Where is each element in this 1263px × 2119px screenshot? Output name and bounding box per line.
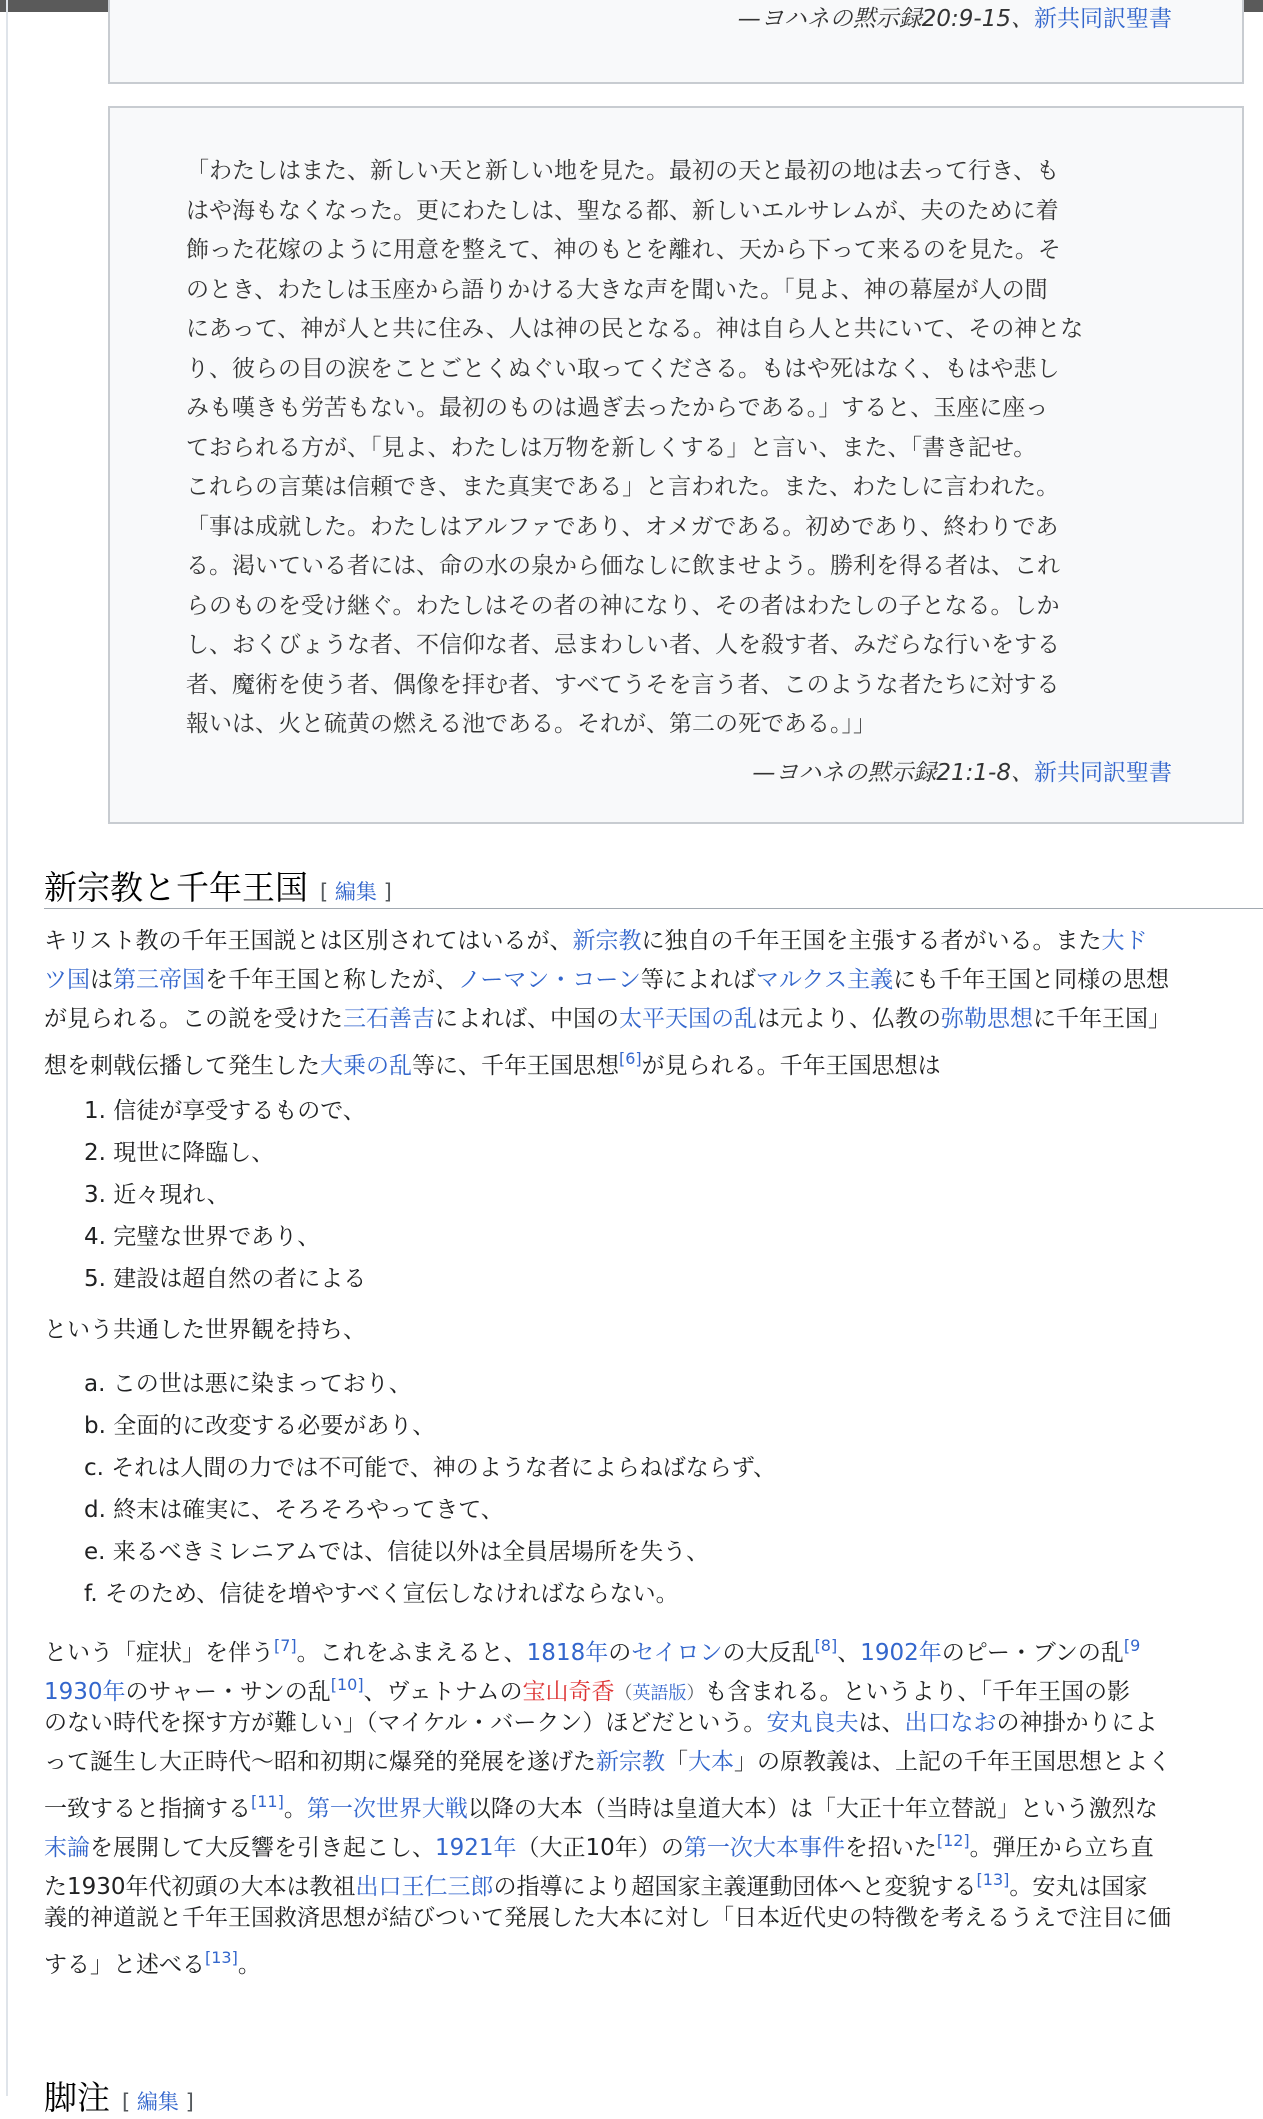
quote-line: り、彼らの目の涙をことごとくぬぐい取ってくださる。もはや死はなく、もはや悲し xyxy=(186,355,1060,382)
quote-text xyxy=(186,152,1176,745)
text: 等によれば xyxy=(640,967,756,993)
paren-open: （ xyxy=(614,1683,633,1704)
edit-section xyxy=(320,880,392,904)
text: は、 xyxy=(858,1710,905,1736)
text: に千年王国」 xyxy=(1033,1006,1171,1032)
text: が見られる。千年王国思想は xyxy=(641,1053,941,1079)
text: 。 xyxy=(283,1796,307,1822)
link-greater-germany[interactable]: ツ国 xyxy=(44,967,90,993)
link-norman-cohn[interactable]: ノーマン・コーン xyxy=(458,967,641,993)
paragraph-symptoms xyxy=(44,1626,1263,1977)
section-heading xyxy=(44,862,392,909)
edit-bracket-close: ] xyxy=(185,2090,194,2114)
paragraph-line xyxy=(44,1821,1263,1860)
quote-line: 飾った花嫁のように用意を整えて、神のもとを離れ、天から下って来るのを見た。そ xyxy=(186,237,1061,263)
quote-line: みも嘆きも労苦もない。最初のものは過ぎ去ったからである。」すると、玉座に座っ xyxy=(186,395,1049,421)
reference-link[interactable]: [6] xyxy=(619,1049,642,1068)
text: 」の原教義は、上記の千年王国思想とよく xyxy=(734,1749,1171,1775)
text: 義的神道説と千年王国救済思想が結びついて発展した大本に対し「日本近代史の特徴を考えるうえで注目に価 xyxy=(44,1905,1171,1931)
text: 、 xyxy=(837,1640,861,1666)
link-english-version[interactable]: 英語版 xyxy=(632,1683,687,1704)
list-item: b. 全面的に改変する必要があり、 xyxy=(84,1413,436,1439)
paragraph-line xyxy=(44,961,1263,1000)
paragraph-line xyxy=(44,1665,1263,1704)
link-wwi[interactable]: 第一次世界大戦 xyxy=(306,1796,468,1822)
numbered-list xyxy=(84,1090,366,1300)
reference-link[interactable]: [13] xyxy=(205,1948,238,1967)
list-item: f. そのため、信徒を増やすべく宣伝しなければならない。 xyxy=(84,1581,679,1607)
left-border-line xyxy=(6,0,8,2096)
text: を展開して大反響を引き起こし、 xyxy=(90,1835,435,1861)
quote-box-revelation-20 xyxy=(108,0,1244,84)
text: に独自の千年王国を主張する者がいる。また xyxy=(641,928,1102,954)
text: にも千年王国と同様の思想 xyxy=(893,967,1170,993)
link-taiping[interactable]: 太平天国の乱 xyxy=(619,1006,757,1032)
text: する」と述べる xyxy=(44,1952,205,1978)
quote-line: 報いは、火と硫黄の燃える池である。それが、第二の死である。」」 xyxy=(186,711,876,737)
text: は元より、仏教の xyxy=(757,1006,941,1032)
text: キリスト教の千年王国説とは区別されてはいるが、 xyxy=(44,928,573,954)
text: は xyxy=(90,967,113,993)
quote-line: 者、魔術を使う者、偶像を拝む者、すべてうそを言う者、このような者たちに対する xyxy=(186,671,1060,698)
link-greater-germany[interactable]: 大ド xyxy=(1101,928,1148,954)
section-divider xyxy=(44,908,1263,909)
quote-box-revelation-21 xyxy=(108,106,1244,824)
text: が見られる。この説を受けた xyxy=(44,1006,343,1032)
link-mitsuishi[interactable]: 三石善吉 xyxy=(343,1006,435,1032)
text: 。安丸は国家 xyxy=(1009,1874,1148,1900)
link-yasumaru[interactable]: 安丸良夫 xyxy=(766,1710,859,1736)
section-title: 脚注 xyxy=(44,2078,110,2117)
list-item: 3. 近々現れ、 xyxy=(84,1182,230,1208)
paragraph-line xyxy=(44,922,1263,961)
alpha-list xyxy=(84,1363,776,1615)
edit-bracket-close: ] xyxy=(383,880,392,904)
list-item: 1. 信徒が享受するもので、 xyxy=(84,1098,366,1124)
link-deguchi-onisaburo[interactable]: 出口王仁三郎 xyxy=(355,1874,494,1900)
text: 「 xyxy=(665,1749,688,1775)
text: の大反乱 xyxy=(722,1640,815,1666)
edit-section xyxy=(122,2090,194,2114)
text: た1930年代初頭の大本は教祖 xyxy=(44,1874,356,1900)
quote-line: る。渇いている者には、命の水の泉から価なしに飲ませよう。勝利を得る者は、これ xyxy=(186,553,1060,579)
text: 。これをふまえると、 xyxy=(296,1640,527,1666)
text: も含まれる。というより、「千年王国の影 xyxy=(704,1679,1130,1705)
link-1902[interactable]: 1902年 xyxy=(860,1640,942,1666)
link-mahayana-rebellion[interactable]: 大乗の乱 xyxy=(320,1053,412,1079)
text: 、ヴェトナムの xyxy=(363,1679,523,1705)
list-item: d. 終末は確実に、そろそろやってきて、 xyxy=(84,1497,504,1523)
reference-link[interactable]: [12] xyxy=(936,1831,970,1850)
paragraph-line xyxy=(44,1626,1263,1665)
edit-bracket-open: [ xyxy=(122,2090,131,2114)
list-item: 2. 現世に降臨し、 xyxy=(84,1140,275,1166)
link-marxism[interactable]: マルクス主義 xyxy=(755,967,894,993)
quote-line: これらの言葉は信頼でき、また真実である」と言われた。また、わたしに言われた。 xyxy=(186,474,1060,500)
text: って誕生し大正時代〜昭和初期に爆発的発展を遂げた xyxy=(44,1749,596,1775)
reference-link[interactable]: [13] xyxy=(976,1870,1010,1889)
text: の神掛かりによ xyxy=(996,1710,1158,1736)
paragraph-line xyxy=(44,1743,1263,1782)
text: 以降の大本（当時は皇道大本）は「大正十年立替説」という激烈な xyxy=(467,1796,1158,1822)
text: 等に、千年王国思想 xyxy=(412,1053,619,1079)
link-new-religion[interactable]: 新宗教 xyxy=(596,1749,665,1775)
link-third-reich[interactable]: 第三帝国 xyxy=(113,967,205,993)
quote-line: にあって、神が人と共に住み、人は神の民となる。神は自ら人と共にいて、その神とな xyxy=(186,316,1084,342)
list-item: e. 来るべきミレニアムでは、信徒以外は全員居場所を失う、 xyxy=(84,1539,710,1565)
quote-line: ておられる方が、「見よ、わたしは万物を新しくする」と言い、また、「書き記せ。 xyxy=(186,434,1037,461)
quote-citation xyxy=(738,0,1172,33)
text: によれば、中国の xyxy=(435,1006,619,1032)
citation-link[interactable]: 新共同訳聖書 xyxy=(1034,760,1172,786)
interlanguage-link xyxy=(615,1683,705,1704)
reference-link[interactable]: [11] xyxy=(251,1792,284,1811)
edit-bracket-open: [ xyxy=(320,880,329,904)
quote-citation xyxy=(752,754,1172,787)
text: 想を刺戟伝播して発生した xyxy=(44,1053,320,1079)
paragraph-line xyxy=(44,1899,1263,1938)
text: のない時代を探す方が難しい」（マイケル・バークン）ほどだという。 xyxy=(44,1710,767,1736)
text: の xyxy=(608,1640,632,1666)
link-1930[interactable]: 1930年 xyxy=(44,1679,126,1705)
list-item: a. この世は悪に染まっており、 xyxy=(84,1371,412,1397)
text: （大正10年）の xyxy=(516,1835,684,1861)
quote-line: はや海もなくなった。更にわたしは、聖なる都、新しいエルサレムが、夫のために着 xyxy=(186,197,1059,224)
paragraph-line xyxy=(44,1039,1263,1078)
text: を招いた xyxy=(844,1835,937,1861)
link-new-religion[interactable]: 新宗教 xyxy=(572,928,642,954)
link-1818[interactable]: 1818年 xyxy=(526,1640,609,1666)
citation-text: —ヨハネの黙示録21:1-8、 xyxy=(752,760,1034,786)
reference-link[interactable]: [9 xyxy=(1123,1636,1141,1655)
link-first-oomoto-incident[interactable]: 第一次大本事件 xyxy=(683,1835,845,1861)
text: 。弾圧から立ち直 xyxy=(969,1835,1154,1861)
edit-link[interactable]: 編集 xyxy=(334,880,377,904)
link-maitreya[interactable]: 弥勒思想 xyxy=(941,1006,1033,1032)
redlink-buu-son-ky-huong[interactable]: 宝山奇香 xyxy=(522,1679,615,1705)
link-eschatology[interactable]: 末論 xyxy=(44,1835,90,1861)
citation-link[interactable]: 新共同訳聖書 xyxy=(1034,6,1172,32)
link-1921[interactable]: 1921年 xyxy=(435,1835,517,1861)
citation-text: —ヨハネの黙示録20:9-15、 xyxy=(737,6,1034,32)
paragraph-line xyxy=(44,1704,1263,1743)
edit-link[interactable]: 編集 xyxy=(136,2090,179,2114)
reference-link[interactable]: [8] xyxy=(814,1636,838,1655)
text: のサャー・サンの乱 xyxy=(125,1679,331,1705)
text: の指導により超国家主義運動団体へと変貌する xyxy=(493,1874,977,1900)
paragraph-line xyxy=(44,1860,1263,1899)
quote-line: のとき、わたしは玉座から語りかける大きな声を聞いた。「見よ、神の幕屋が人の間 xyxy=(186,276,1048,303)
text: のピー・ブンの乱 xyxy=(941,1640,1124,1666)
quote-line: らのものを受け継ぐ。わたしはその者の神になり、その者はわたしの子となる。しか xyxy=(186,592,1060,619)
text: を千年王国と称したが、 xyxy=(205,967,458,993)
reference-link[interactable]: [10] xyxy=(330,1675,364,1694)
list-item: c. それは人間の力では不可能で、神のような者によらねばならず、 xyxy=(84,1455,776,1481)
paragraph-line xyxy=(44,1000,1263,1039)
text: 一致すると指摘する xyxy=(44,1796,251,1822)
paren-close: ） xyxy=(686,1683,705,1704)
paragraph-intro xyxy=(44,922,1263,1078)
paragraph-shared-worldview: という共通した世界観を持ち、 xyxy=(44,1317,366,1343)
text: 。 xyxy=(237,1952,261,1978)
paragraph-line xyxy=(44,1938,1263,1977)
text: という「症状」を伴う xyxy=(44,1640,274,1666)
reference-link[interactable]: [7] xyxy=(274,1636,297,1655)
paragraph-line xyxy=(44,1782,1263,1821)
list-item: 4. 完璧な世界であり、 xyxy=(84,1224,321,1250)
quote-line: し、おくびょうな者、不信仰な者、忌まわしい者、人を殺す者、みだらな行いをする xyxy=(186,632,1060,658)
link-deguchi-nao[interactable]: 出口なお xyxy=(904,1710,997,1736)
section-title: 新宗教と千年王国 xyxy=(44,868,308,907)
quote-line: 「事は成就した。わたしはアルファであり、オメガである。初めであり、終わりであ xyxy=(186,513,1059,540)
quote-line: 「わたしはまた、新しい天と新しい地を見た。最初の天と最初の地は去って行き、も xyxy=(186,158,1060,184)
link-ceylon[interactable]: セイロン xyxy=(631,1640,723,1666)
link-oomoto[interactable]: 大本 xyxy=(688,1749,734,1775)
list-item: 5. 建設は超自然の者による xyxy=(84,1266,367,1292)
